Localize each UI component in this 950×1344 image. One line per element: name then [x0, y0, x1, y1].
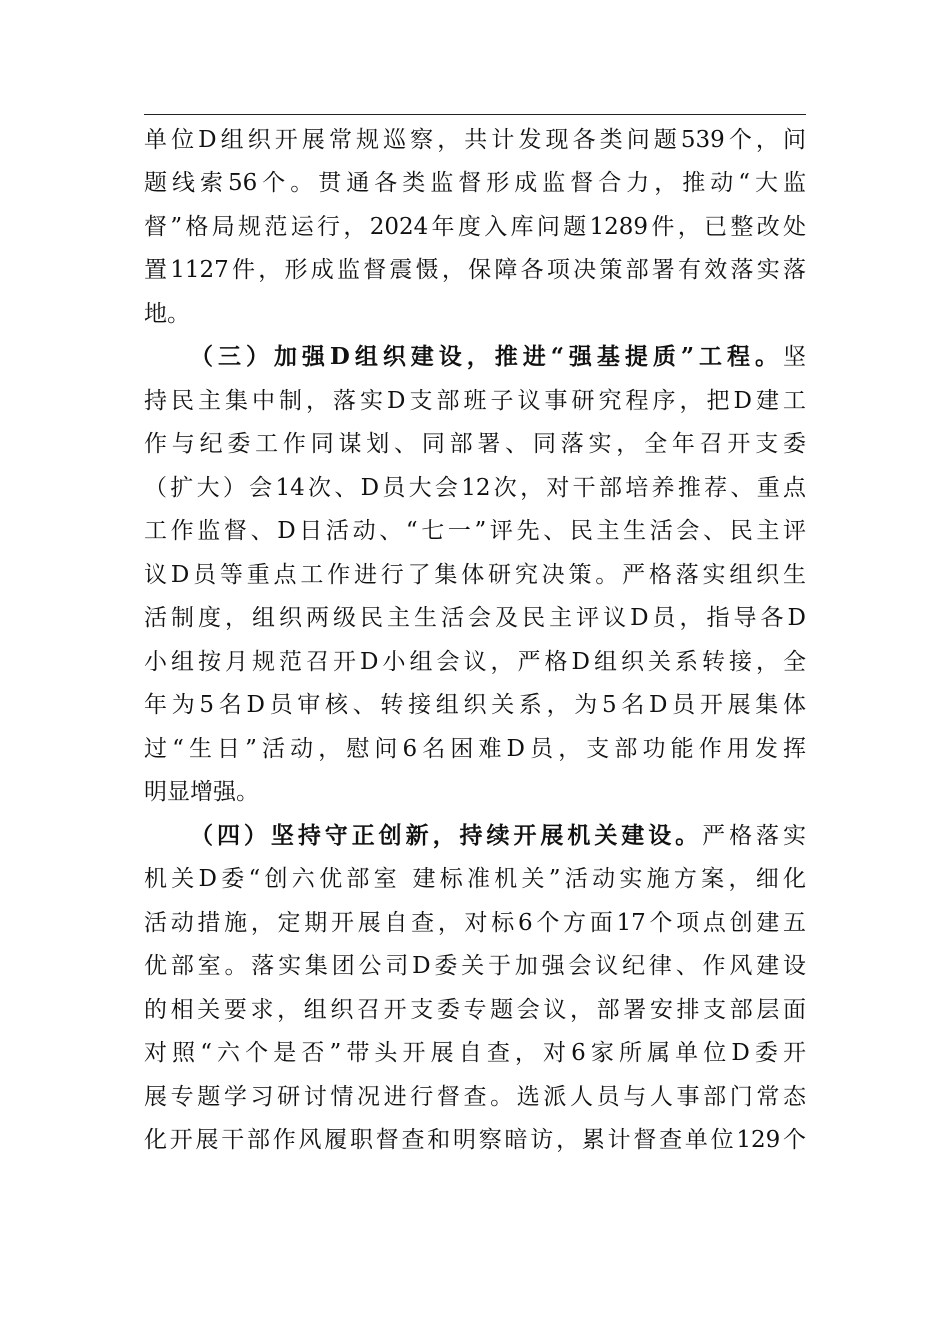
paragraph-first-line [190, 341, 806, 373]
text-line: 工作监督、D日活动、“七一”评先、民主生活会、民主评 [144, 518, 806, 544]
text-line: 活动措施，定期开展自查，对标6个方面17个项点创建五 [144, 910, 806, 936]
text-line: 对照“六个是否”带头开展自查，对6家所属单位D委开 [144, 1040, 806, 1066]
section-heading: （三）加强D组织建设，推进“强基提质”工程。 [190, 343, 783, 370]
text-line: 作与纪委工作同谋划、同部署、同落实，全年召开支委 [144, 431, 806, 457]
text-line: 地。 [144, 301, 190, 327]
text-line: 化开展干部作风履职督查和明察暗访，累计督查单位129个 [144, 1127, 806, 1153]
text-line: 明显增强。 [144, 779, 259, 805]
section-heading: （四）坚持守正创新，持续开展机关建设。 [190, 822, 703, 849]
text-run: 坚 [783, 344, 806, 370]
text-line: 优部室。落实集团公司D委关于加强会议纪律、作风建设 [144, 953, 806, 979]
text-line: 的相关要求，组织召开支委专题会议，部署安排支部层面 [144, 997, 806, 1023]
paragraph-first-line [190, 820, 806, 852]
text-line: 机关D委“创六优部室 建标准机关”活动实施方案，细化 [144, 866, 806, 892]
text-line: 督”格局规范运行，2024年度入库问题1289件，已整改处 [144, 214, 806, 240]
text-line: 议D员等重点工作进行了集体研究决策。严格落实组织生 [144, 562, 806, 588]
text-line: 活制度，组织两级民主生活会及民主评议D员，指导各D [144, 605, 806, 631]
text-line: 小组按月规范召开D小组会议，严格D组织关系转接，全 [144, 649, 806, 675]
text-line: （扩大）会14次、D员大会12次，对干部培养推荐、重点 [144, 475, 806, 501]
text-line: 过“生日”活动，慰问6名困难D员，支部功能作用发挥 [144, 736, 806, 762]
text-line: 置1127件，形成监督震慑，保障各项决策部署有效落实落 [144, 257, 806, 283]
text-run: 严格落实 [702, 823, 806, 849]
text-line: 题线索56个。贯通各类监督形成监督合力，推动“大监 [144, 170, 806, 196]
text-line: 展专题学习研讨情况进行督查。选派人员与人事部门常态 [144, 1084, 806, 1110]
text-line: 年为5名D员审核、转接组织关系，为5名D员开展集体 [144, 692, 806, 718]
text-line: 持民主集中制，落实D支部班子议事研究程序，把D建工 [144, 388, 806, 414]
header-rule [144, 114, 806, 115]
text-line: 单位D组织开展常规巡察，共计发现各类问题539个，问 [144, 127, 806, 153]
